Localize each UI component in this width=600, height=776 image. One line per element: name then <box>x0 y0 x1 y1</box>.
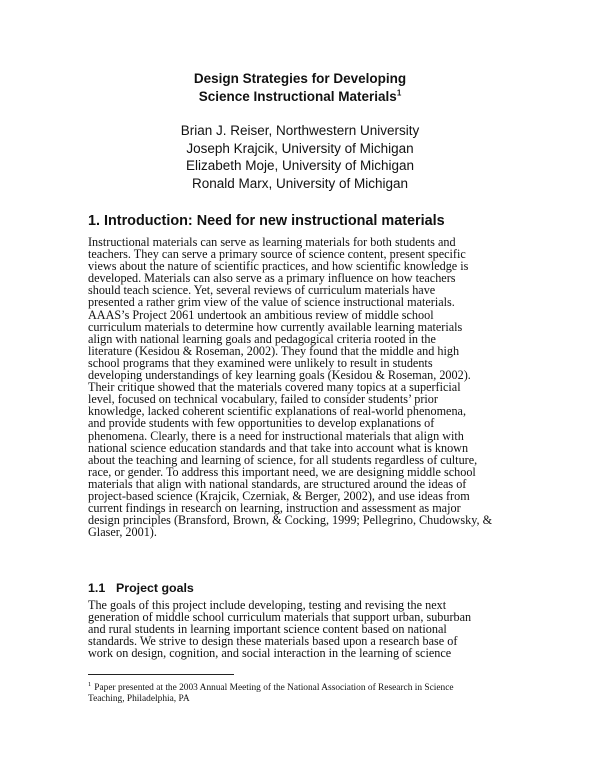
body-line: current findings in research on learning, instruction and assessment as major <box>88 501 461 516</box>
body-line: generation of middle school curriculum materials that support urban, suburban <box>88 610 472 625</box>
body-line: teachers. They can serve a primary source of science content, present specific <box>88 247 466 262</box>
footnote-marker: 1 <box>88 680 92 688</box>
body-line: Their critique showed that the materials covered many topics at a superficial <box>88 380 461 395</box>
body-line: developing understandings of key learning goals (Kesidou & Roseman, 2002). <box>88 368 471 383</box>
section-1-heading: 1. Introduction: Need for new instructional materials <box>88 213 445 229</box>
body-line: presented a rather grim view of the value of science instructional materials. <box>88 295 455 310</box>
body-line: about the teaching and learning of science, for all students regardless of culture, <box>88 452 478 467</box>
section-title: Project goals <box>116 581 194 595</box>
footnote-divider <box>88 674 234 675</box>
body-line: race, or gender. To address this important need, we are designing middle school <box>88 464 476 479</box>
section-number: 1.1 <box>88 581 106 595</box>
footnote-line <box>88 680 518 694</box>
footnote-text: Paper presented at the 2003 Annual Meeting of the National Association of Research in Science <box>94 683 454 693</box>
body-line: school programs that they examined were unlikely to result in students <box>88 355 433 370</box>
body-line: work on design, cognition, and social interaction in the learning of science <box>88 646 452 661</box>
body-line: literature (Kesidou & Roseman, 2002). They found that the middle and high <box>88 343 460 358</box>
body-line: Instructional materials can serve as learning materials for both students and <box>88 235 456 249</box>
author-3: Elizabeth Moje, University of Michigan <box>185 158 415 174</box>
author-list <box>0 122 600 192</box>
body-line: and provide students with few opportunities to develop explanations of <box>88 416 435 431</box>
footnote-line: Teaching, Philadelphia, PA <box>88 694 190 705</box>
paper-title-line-1: Design Strategies for Developing <box>193 71 407 86</box>
body-line: design principles (Bransford, Brown, & Cocking, 1999; Pellegrino, Chudowsky, & <box>88 513 493 528</box>
body-line: align with national learning goals and pedagogical criteria rooted in the <box>88 331 436 346</box>
footnote <box>88 680 518 705</box>
paper-title-text: Science Instructional Materials <box>198 89 397 104</box>
body-line: views about the nature of scientific practices, and how scientific knowledge is <box>88 259 469 274</box>
body-line: standards. We strive to design these materials based upon a research base of <box>88 634 458 649</box>
author-2: Joseph Krajcik, University of Michigan <box>186 140 414 156</box>
body-line: national science education standards and that take into account what is known <box>88 440 469 455</box>
body-line: curriculum materials to determine how currently available learning materials <box>88 319 463 334</box>
body-line: The goals of this project include developing, testing and revising the next <box>88 598 447 612</box>
author-4: Ronald Marx, University of Michigan <box>191 175 409 191</box>
title-footnote-marker: 1 <box>396 88 402 98</box>
paper-title-line-2 <box>0 88 600 105</box>
body-line: knowledge, lacked coherent scientific explanations of real-world phenomena, <box>88 404 467 419</box>
body-line: level, focused on technical vocabulary, failed to consider students’ prior <box>88 392 438 407</box>
body-line: phenomena. Clearly, there is a need for instructional materials that align with <box>88 428 464 443</box>
body-line: project-based science (Krajcik, Czerniak, & Berger, 2002), and use ideas from <box>88 488 470 503</box>
author-1: Brian J. Reiser, Northwestern University <box>180 123 420 138</box>
body-line: and rural students in learning important science content based on national <box>88 622 447 637</box>
section-1-1-body <box>88 599 518 659</box>
body-line: developed. Materials can also serve as a primary influence on how teachers <box>88 271 456 286</box>
section-1-1-heading <box>88 581 194 595</box>
section-1-body <box>88 236 518 538</box>
body-line: materials that align with national standards, are structured around the ideas of <box>88 476 467 491</box>
body-line: AAAS’s Project 2061 undertook an ambitious review of middle school <box>88 307 434 322</box>
body-line: should teach science. Yet, several reviews of curriculum materials have <box>88 283 436 298</box>
body-line: Glaser, 2001). <box>88 525 157 540</box>
